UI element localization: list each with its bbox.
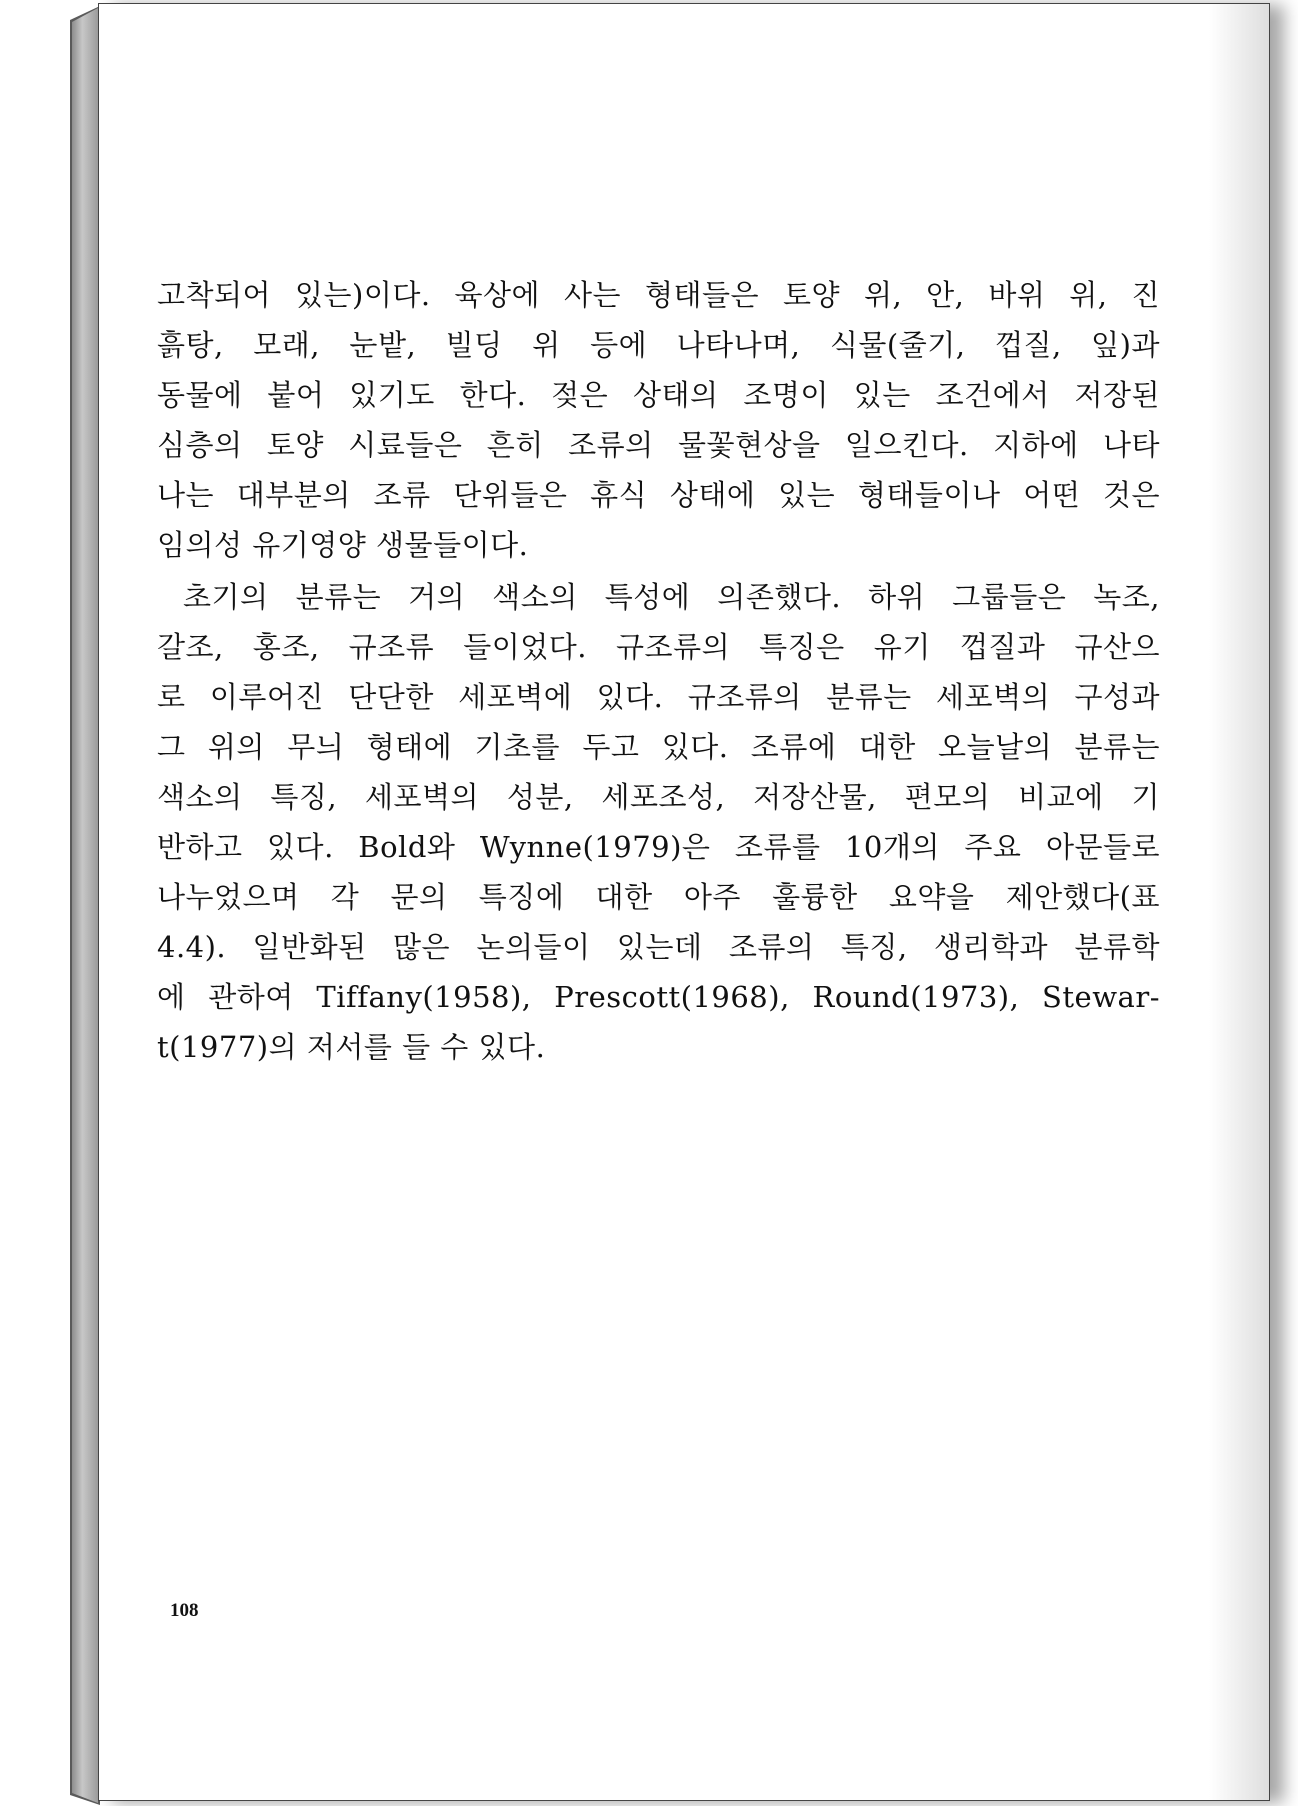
text-line: 나는 대부분의 조류 단위들은 휴식 상태에 있는 형태들이나 어떤 것은 [157, 478, 1160, 512]
text-line: 반하고 있다. Bold와 Wynne(1979)은 조류를 10개의 주요 아문들로 [157, 830, 1160, 864]
text-line: 나누었으며 각 문의 특징에 대한 아주 훌륭한 요약을 제안했다(표 [157, 880, 1160, 914]
text-line: 고착되어 있는)이다. 육상에 사는 형태들은 토양 위, 안, 바위 위, 진 [157, 278, 1160, 312]
text-line: 4.4). 일반화된 많은 논의들이 있는데 조류의 특징, 생리학과 분류학 [157, 930, 1160, 964]
text-line: 색소의 특징, 세포벽의 성분, 세포조성, 저장산물, 편모의 비교에 기 [157, 780, 1160, 814]
text-line: 그 위의 무늬 형태에 기초를 두고 있다. 조류에 대한 오늘날의 분류는 [157, 730, 1160, 764]
text-line: 갈조, 홍조, 규조류 들이었다. 규조류의 특징은 유기 껍질과 규산으 [157, 630, 1160, 664]
text-line: 임의성 유기영양 생물들이다. [157, 528, 529, 562]
paragraph-1 [157, 270, 1160, 570]
text-line: 로 이루어진 단단한 세포벽에 있다. 규조류의 분류는 세포벽의 구성과 [157, 680, 1160, 714]
text-line: 심층의 토양 시료들은 흔히 조류의 물꽃현상을 일으킨다. 지하에 나타 [157, 428, 1160, 462]
page-number: 108 [170, 1600, 199, 1621]
text-line: 동물에 붙어 있기도 한다. 젖은 상태의 조명이 있는 조건에서 저장된 [157, 378, 1160, 412]
body-text [157, 270, 1160, 1072]
book-spine [72, 8, 98, 1803]
text-line: t(1977)의 저서를 들 수 있다. [157, 1030, 546, 1064]
text-line: 초기의 분류는 거의 색소의 특성에 의존했다. 하위 그룹들은 녹조, [183, 580, 1160, 614]
paragraph-2 [157, 572, 1160, 1072]
text-line: 흙탕, 모래, 눈밭, 빌딩 위 등에 나타나며, 식물(줄기, 껍질, 잎)과 [157, 328, 1160, 362]
page-shadow [1209, 4, 1269, 1800]
text-line: 에 관하여 Tiffany(1958), Prescott(1968), Round(1973), Stewar- [157, 980, 1160, 1014]
